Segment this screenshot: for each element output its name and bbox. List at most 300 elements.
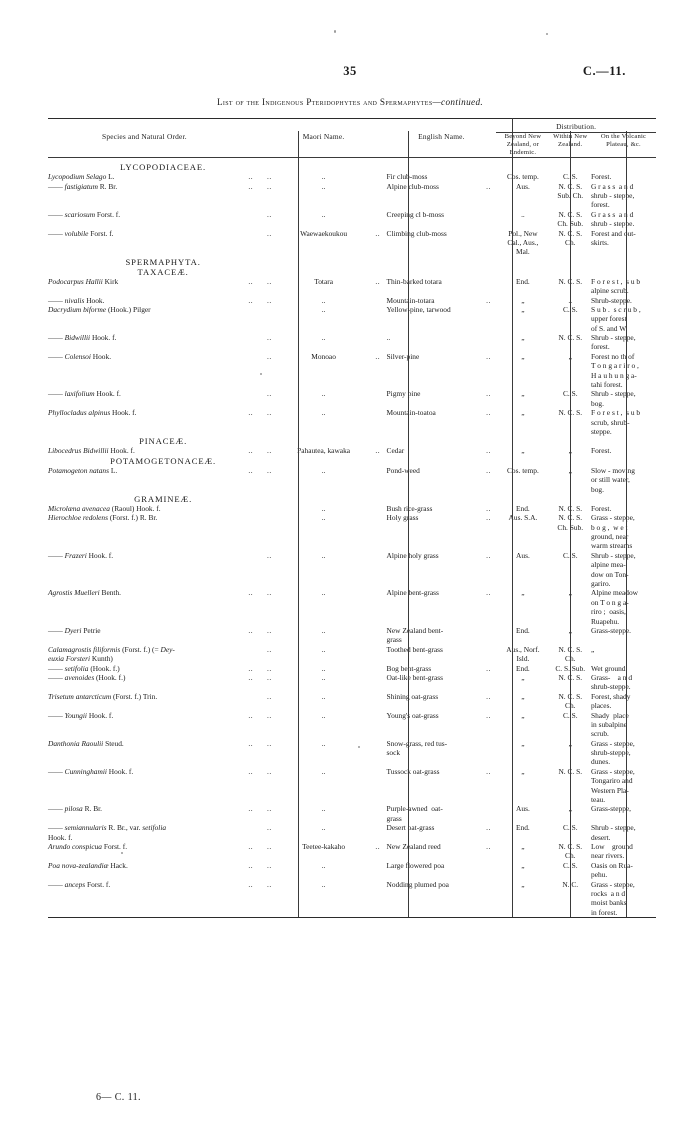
cell-volcanic-plateau: S u b . s c r u b , upper forest of S. and W. [591, 304, 641, 333]
cell-maori-leader [369, 804, 387, 823]
cell-volcanic-plateau: Grass-steppe. [591, 626, 632, 635]
header-beyond-nz: Beyond New Zealand, or Endemic. [504, 132, 542, 156]
cell-english-leader: .. [486, 588, 491, 598]
cell-within-nz: C. S. [562, 304, 578, 314]
cell-english-leader [481, 673, 497, 692]
cell-beyond-nz: Aus. S.A. [508, 513, 538, 523]
group-heading-filler [481, 436, 497, 446]
group-heading-filler [591, 494, 656, 504]
cell-volcanic-plateau: Shady place in subalpine scrub. [591, 710, 629, 739]
cell-english-leader [481, 229, 497, 257]
cell-leader-2: .. [267, 672, 272, 682]
cell-within-nz: „ [568, 588, 572, 598]
table-row[interactable] [48, 466, 656, 494]
cell-species: —— Cunninghamii Hook. f. [48, 766, 134, 776]
cell-within-nz: N. C. S. Ch. [558, 228, 583, 247]
group-heading-filler [278, 162, 369, 172]
table-header [48, 119, 656, 163]
group-heading-row [48, 436, 656, 446]
cell-within-nz: N. C. S. [558, 503, 583, 513]
cell-species-leader [241, 551, 261, 589]
table-row[interactable] [48, 673, 656, 692]
table-row[interactable] [48, 513, 656, 551]
cell-maori-name: Pahautea, kawaka [297, 446, 351, 456]
cell-leader-2: .. [267, 766, 272, 776]
group-heading-filler [369, 267, 387, 277]
table-row[interactable] [48, 880, 656, 918]
cell-english-leader [481, 739, 497, 767]
cell-species-leader: .. [248, 672, 254, 682]
cell-english-leader: .. [486, 408, 491, 418]
cell-beyond-nz: Aus. [516, 804, 530, 814]
table-row[interactable] [48, 664, 656, 673]
cell-leader-2: .. [267, 295, 272, 305]
table-row[interactable] [48, 305, 656, 333]
cell-species: —— Youngii Hook. f. [48, 710, 114, 720]
cell-maori-leader [369, 588, 387, 626]
cell-maori-name: .. [321, 588, 326, 598]
cell-english-name: Mountain-totara [386, 295, 435, 305]
cell-species-leader [241, 229, 261, 257]
cell-english-name: Pigmy pine [386, 389, 421, 399]
cell-species-leader: .. [248, 766, 254, 776]
cell-leader-2 [261, 504, 279, 513]
cell-beyond-nz: „ [521, 766, 525, 776]
cell-within-nz: N. C. S. Ch. Sub. [557, 513, 584, 532]
cell-within-nz: „ [568, 738, 572, 748]
header-volcanic-plateau: On the Volcanic Plateau, &c. [600, 132, 647, 148]
cell-maori-name: .. [321, 823, 326, 833]
vrule-species-maori [298, 131, 299, 917]
cell-maori-leader [369, 767, 387, 805]
cell-volcanic-plateau: Forest and out- skirts. [591, 228, 636, 247]
cell-maori-name: Monoao [311, 351, 336, 361]
group-heading-filler [481, 162, 497, 172]
table-row[interactable] [48, 626, 656, 645]
cell-beyond-nz: „ [521, 408, 525, 418]
cell-species: —— setifolia (Hook. f.) [48, 663, 120, 673]
species-table [48, 118, 656, 917]
cell-volcanic-plateau: Forest, shady places. [591, 691, 631, 711]
cell-volcanic-plateau: G r a s s a n d shrub - steppe, forest. [591, 181, 635, 210]
cell-maori-leader [369, 172, 387, 181]
cell-leader-2: .. [267, 465, 272, 475]
cell-english-name: Bush rice-grass [386, 503, 433, 513]
group-heading-label: TAXACEÆ. [137, 266, 189, 277]
caption-sc-pteridophytes: Indigenous Pteridophytes [261, 97, 361, 107]
cell-within-nz: C. S. [562, 823, 578, 833]
table-row[interactable] [48, 210, 656, 229]
group-heading-filler [369, 494, 387, 504]
cell-english-leader [481, 861, 497, 880]
header-maori: Maori Name. [302, 132, 345, 141]
cell-maori-leader [369, 408, 387, 436]
cell-leader-2: .. [267, 644, 272, 654]
cell-english-leader: .. [486, 691, 491, 701]
cell-species: Dacrydium biforme (Hook.) Pilger [48, 304, 151, 314]
table-row[interactable] [48, 296, 656, 305]
group-heading-filler [387, 456, 481, 466]
cell-species-leader: .. [248, 663, 254, 673]
cell-beyond-nz: „ [521, 446, 525, 456]
cell-english-leader [481, 645, 497, 664]
cell-beyond-nz: „ [521, 738, 525, 748]
cell-beyond-nz: „ [521, 295, 525, 305]
group-heading-filler [481, 257, 497, 267]
cell-beyond-nz: Cos. temp. [507, 172, 539, 182]
cell-english-name: Cedar [386, 446, 405, 456]
cell-species-leader: .. [248, 172, 254, 182]
cell-species-leader [241, 210, 261, 229]
cell-english-leader [481, 880, 497, 918]
cell-species: —— semiannularis R. Br., var. setifolia Hook. f. [48, 823, 167, 842]
cell-within-nz: N. C. S. Ch. Sub. [557, 209, 584, 229]
cell-english-name: Climbing club-moss [386, 228, 447, 238]
group-heading-filler [496, 257, 549, 267]
cell-maori-leader [369, 739, 387, 767]
cell-maori-name: .. [321, 503, 326, 513]
cell-maori-leader [369, 823, 387, 842]
cell-beyond-nz: „ [521, 588, 525, 598]
cell-leader-2: .. [267, 209, 272, 219]
cell-leader-2: .. [267, 823, 272, 833]
cell-maori-leader [369, 645, 387, 664]
cell-volcanic-plateau: Shrub - steppe, alpine mea- dow on Ton- gariro. [591, 550, 636, 589]
table-row[interactable] [48, 352, 656, 390]
cell-maori-leader: .. [375, 276, 381, 286]
cell-english-name: Bog bent-grass [386, 663, 432, 673]
cell-english-leader [481, 172, 497, 181]
cell-volcanic-plateau: G r a s s a n d shrub - steppe. [591, 209, 635, 229]
cell-species: Danthonia Raoulii Steud. [48, 738, 124, 748]
cell-beyond-nz: .. [521, 209, 525, 219]
cell-english-leader: .. [486, 513, 491, 523]
group-heading-filler [369, 436, 387, 446]
cell-within-nz: N. C. S. Ch. [558, 841, 583, 861]
cell-maori-leader: .. [375, 841, 381, 851]
cell-english-name: Nodding plumed poa [386, 879, 449, 889]
cell-species: —— anceps Forst. f. [48, 879, 111, 889]
cell-volcanic-plateau: Shrub - steppe, forest. [591, 333, 636, 352]
cell-species-leader [241, 352, 261, 390]
distribution-group-header: Distribution. [496, 119, 656, 133]
cell-maori-leader [369, 711, 387, 739]
cell-maori-leader: .. [375, 351, 381, 361]
table-row[interactable] [48, 692, 656, 711]
group-heading-filler [387, 494, 481, 504]
cell-leader-2: .. [267, 626, 272, 635]
cell-within-nz: N. C. S. [558, 672, 583, 682]
cell-species-leader [241, 504, 261, 513]
cell-maori-name: .. [321, 663, 326, 673]
cell-beyond-nz: End. [516, 823, 530, 833]
cell-leader-2: .. [267, 804, 272, 814]
cell-volcanic-plateau: Wet ground. [591, 663, 628, 673]
cell-species-leader: .. [248, 738, 254, 748]
cell-maori-name: .. [321, 295, 326, 305]
group-heading-filler [591, 162, 656, 172]
cell-leader-2: .. [267, 351, 272, 361]
cell-english-name: Thin-barked totara [386, 276, 442, 286]
cell-english-name: Oat-like bent-grass [386, 672, 443, 682]
cell-species-leader: .. [248, 465, 254, 475]
cell-volcanic-plateau: Forest. [591, 446, 612, 456]
cell-within-nz: C. S. Sub. [555, 663, 586, 673]
table-row[interactable] [48, 861, 656, 880]
cell-english-name: Mountain-toatoa [386, 408, 436, 418]
cell-maori-leader: .. [375, 446, 381, 456]
cell-english-leader: .. [486, 389, 491, 399]
cell-english-name: Young's oat-grass [386, 710, 439, 720]
cell-english-leader [481, 804, 497, 823]
cell-maori-name: .. [321, 408, 326, 418]
group-heading-label: PINACEÆ. [139, 436, 188, 447]
cell-beyond-nz: End. [516, 626, 530, 635]
header-row-distribution [48, 119, 656, 133]
cell-within-nz: N. C. S. [558, 408, 583, 418]
cell-leader-2: .. [267, 446, 272, 456]
cell-leader-2: .. [267, 710, 272, 720]
cell-leader-2: .. [267, 879, 272, 889]
table-row[interactable] [48, 804, 656, 823]
cell-volcanic-plateau: Grass-steppe, [591, 804, 632, 814]
cell-english-leader [481, 210, 497, 229]
cell-english-name: Large flowered poa [386, 860, 445, 870]
table-row[interactable] [48, 389, 656, 408]
table-row[interactable] [48, 823, 656, 842]
cell-beyond-nz: Aus., Norf. Isld. [506, 644, 540, 664]
table-row[interactable] [48, 504, 656, 513]
group-heading-label: SPERMAPHYTA. [125, 256, 201, 267]
table-row[interactable] [48, 551, 656, 589]
cell-english-leader: .. [486, 295, 491, 305]
cell-leader-2: .. [267, 228, 272, 238]
cell-species: Lycopodium Selago L. [48, 172, 115, 182]
cell-species-leader: .. [248, 860, 254, 870]
cell-species: —— Bidwillii Hook. f. [48, 333, 117, 343]
cell-maori-name: .. [321, 465, 326, 475]
cell-within-nz: C. S. [562, 860, 578, 870]
cell-english-leader: .. [486, 503, 491, 513]
group-heading-filler [387, 267, 481, 277]
cell-leader-2: .. [267, 738, 272, 748]
cell-english-name: Pond-weed [386, 465, 420, 475]
cell-maori-leader [369, 182, 387, 210]
cell-species: —— nivalis Hook. [48, 295, 105, 305]
table-row[interactable] [48, 408, 656, 436]
cell-english-leader: .. [486, 823, 491, 833]
cell-within-nz: N. C. S. Sub. Ch. [557, 181, 584, 200]
cell-species: Arundo conspicua Forst. f. [48, 841, 128, 851]
cell-volcanic-plateau: Shrub - steppe, desert. [591, 823, 636, 842]
cell-species: —— laxifolium Hook. f. [48, 389, 121, 399]
page-footer: 6— C. 11. [96, 1092, 141, 1103]
cell-leader-2: .. [267, 333, 272, 343]
header-species: Species and Natural Order. [102, 132, 187, 141]
table-wrapper [48, 118, 656, 917]
cell-species: Trisetum antarcticum (Forst. f.) Trin. [48, 691, 158, 701]
cell-species-leader [241, 823, 261, 842]
cell-volcanic-plateau: Grass - steppe, b o g , w e t ground, near warm streams [591, 513, 635, 551]
group-heading-filler [481, 494, 497, 504]
table-row[interactable] [48, 333, 656, 352]
cell-english-leader: .. [486, 550, 491, 560]
cell-maori-leader [369, 626, 387, 645]
table-row[interactable] [48, 172, 656, 181]
cell-leader-2 [261, 513, 279, 551]
cell-volcanic-plateau: F o r e s t , s u b scrub, shrub- steppe. [591, 408, 641, 436]
caption-lead: List of the [216, 97, 262, 107]
vrule-beyond-within [570, 131, 571, 917]
cell-beyond-nz: „ [521, 841, 525, 851]
table-row[interactable] [48, 588, 656, 626]
cell-leader-2: .. [267, 389, 272, 399]
cell-english-name: New Zealand reed [386, 841, 441, 851]
cell-maori-name: .. [321, 513, 326, 523]
cell-english-name: Toothed bent-grass [386, 644, 443, 654]
group-heading-filler [278, 267, 369, 277]
cell-within-nz: „ [568, 804, 572, 814]
cell-english-name: .. [386, 333, 391, 343]
cell-maori-leader [369, 880, 387, 918]
cell-maori-leader [369, 692, 387, 711]
table-row[interactable] [48, 277, 656, 296]
cell-beyond-nz: „ [521, 672, 525, 682]
cell-within-nz: C. S. [562, 550, 578, 560]
cell-within-nz: C. S. [562, 172, 578, 182]
cell-within-nz: „ [568, 626, 572, 635]
cell-volcanic-plateau: Grass- a n d shrub-steppe. [591, 672, 633, 692]
table-row[interactable] [48, 446, 656, 455]
cell-maori-leader [369, 466, 387, 494]
cell-beyond-nz: End. [516, 663, 530, 673]
cell-species: —— fastigiatum R. Br. [48, 181, 118, 191]
group-heading-filler [496, 494, 549, 504]
cell-within-nz: C. S. [562, 710, 578, 720]
cell-maori-name: .. [321, 710, 326, 720]
group-heading-filler [369, 456, 387, 466]
cell-species: Poa nova-zealandiæ Hack. [48, 860, 128, 870]
cell-volcanic-plateau: Forest. [591, 172, 612, 182]
group-heading-filler [387, 257, 481, 267]
cell-species-leader [241, 645, 261, 664]
table-body [48, 162, 656, 917]
cell-english-leader: .. [486, 766, 491, 776]
group-heading-row [48, 267, 656, 277]
cell-english-name: Alpine club-moss [386, 181, 439, 191]
cell-beyond-nz: Aus. [516, 181, 530, 191]
cell-english-name: Snow-grass, red tus- sock [386, 738, 448, 758]
cell-species-leader [241, 305, 261, 333]
cell-within-nz: „ [568, 446, 572, 456]
cell-leader-2: .. [267, 408, 272, 418]
group-heading-filler [278, 436, 369, 446]
group-heading-filler [591, 257, 656, 267]
cell-english-leader [481, 277, 497, 296]
cell-beyond-nz: Pol., New Cal., Aus., Mal. [507, 228, 539, 257]
group-heading-filler [369, 257, 387, 267]
cell-species-leader: .. [248, 446, 254, 456]
cell-beyond-nz: „ [521, 304, 525, 314]
table-row[interactable] [48, 767, 656, 805]
table-row[interactable] [48, 229, 656, 257]
cell-volcanic-plateau: „ [591, 644, 595, 654]
cell-maori-name: .. [321, 389, 326, 399]
group-heading-row [48, 257, 656, 267]
cell-maori-name: .. [321, 304, 326, 314]
cell-beyond-nz: End. [516, 503, 530, 513]
vrule-within-volcanic [626, 131, 627, 917]
cell-maori-leader: .. [375, 228, 381, 238]
cell-species: Hierochloe redolens (Forst. f.) R. Br. [48, 513, 158, 523]
cell-maori-name: Waewaekoukou [300, 228, 348, 238]
cell-species-leader [241, 692, 261, 711]
cell-leader-2: .. [267, 691, 272, 701]
cell-maori-name: .. [321, 333, 326, 343]
cell-species-leader: .. [248, 181, 254, 191]
cell-maori-leader [369, 551, 387, 589]
cell-maori-leader [369, 504, 387, 513]
group-heading-filler [369, 162, 387, 172]
cell-maori-name: .. [321, 172, 326, 182]
cell-species-leader: .. [248, 408, 254, 418]
table-row[interactable] [48, 645, 656, 664]
caption-mid: and [360, 97, 380, 107]
group-heading-filler [591, 267, 656, 277]
cell-species-leader: .. [248, 710, 254, 720]
cell-leader-2: .. [267, 550, 272, 560]
cell-maori-name: .. [321, 626, 326, 635]
cell-within-nz: „ [568, 351, 572, 361]
cell-english-name: Yellow-pine, tarwood [386, 304, 451, 314]
cell-maori-name: .. [321, 691, 326, 701]
table-row[interactable] [48, 711, 656, 739]
cell-maori-leader [369, 296, 387, 305]
cell-within-nz: N. C. S. Ch. [558, 691, 583, 711]
cell-volcanic-plateau: Shrub-steppe. [591, 295, 632, 305]
cell-maori-name: .. [321, 804, 326, 814]
cell-leader-2: .. [267, 276, 272, 286]
cell-english-leader [481, 626, 497, 645]
cell-species-leader: .. [248, 276, 254, 286]
table-caption [0, 97, 700, 107]
cell-species: —— Dyeri Petrie [48, 626, 101, 635]
group-heading-label: GRAMINEÆ. [134, 493, 193, 504]
group-heading-filler [481, 456, 497, 466]
cell-maori-name: .. [321, 879, 326, 889]
group-heading-label: POTAMOGETONACEÆ. [110, 455, 217, 466]
document-reference: C.—11. [582, 64, 626, 78]
cell-english-leader: .. [486, 710, 491, 720]
table-row[interactable] [48, 842, 656, 861]
table-row[interactable] [48, 739, 656, 767]
group-heading-filler [278, 494, 369, 504]
cell-beyond-nz: Aus. [516, 550, 530, 560]
cell-english-leader [481, 333, 497, 352]
cell-english-leader: .. [486, 181, 491, 191]
cell-english-leader: .. [486, 446, 491, 456]
cell-leader-2: .. [267, 172, 272, 182]
cell-species: Agrostis Muelleri Benth. [48, 588, 122, 598]
group-heading-label: LYCOPODIACEAE. [120, 162, 207, 173]
cell-english-name: Tussock oat-grass [386, 766, 440, 776]
cell-english-name: New Zealand bent- grass [386, 626, 444, 645]
table-row[interactable] [48, 182, 656, 210]
cell-species: Libocedrus Bidwillii Hook. f. [48, 446, 135, 456]
cell-species: Podocarpus Hallii Kirk [48, 276, 119, 286]
cell-within-nz: „ [568, 465, 572, 475]
cell-volcanic-plateau: Grass - steppe, Tongariro and Western Pla- teau. [591, 766, 635, 805]
